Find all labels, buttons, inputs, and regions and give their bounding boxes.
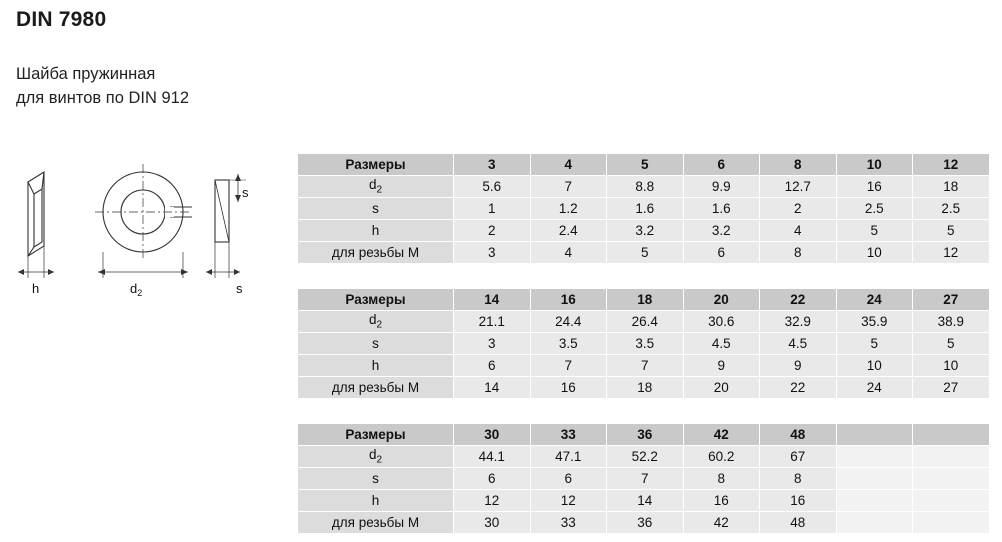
table-cell: 9 bbox=[760, 355, 837, 377]
table-cell: 8 bbox=[760, 468, 837, 490]
table-cell: 7 bbox=[530, 176, 607, 198]
table-cell: 52.2 bbox=[607, 446, 684, 468]
header-cell: 36 bbox=[607, 424, 684, 446]
header-cell: 3 bbox=[454, 154, 531, 176]
table-cell: 5 bbox=[836, 333, 913, 355]
table-row bbox=[298, 176, 990, 198]
table-cell: 24.4 bbox=[530, 311, 607, 333]
table-cell: 8.8 bbox=[607, 176, 684, 198]
table-row bbox=[298, 333, 990, 355]
table-cell: 3.2 bbox=[683, 220, 760, 242]
table-row bbox=[298, 446, 990, 468]
table-cell: 30.6 bbox=[683, 311, 760, 333]
row-label-thread: для резьбы M bbox=[298, 377, 454, 399]
table-cell: 3.5 bbox=[530, 333, 607, 355]
table-cell: 10 bbox=[836, 355, 913, 377]
table-cell: 16 bbox=[836, 176, 913, 198]
table-cell-empty bbox=[913, 490, 990, 512]
table-cell: 5 bbox=[913, 220, 990, 242]
dimensions-table-2 bbox=[297, 288, 990, 399]
table-cell: 10 bbox=[836, 242, 913, 264]
table-cell: 3.2 bbox=[607, 220, 684, 242]
table-cell: 4 bbox=[760, 220, 837, 242]
subtitle-line-1: Шайба пружинная bbox=[16, 65, 156, 83]
header-cell: 18 bbox=[607, 289, 684, 311]
table-cell: 1.6 bbox=[607, 198, 684, 220]
table-row bbox=[298, 355, 990, 377]
row-label-h: h bbox=[298, 355, 454, 377]
header-cell-label: Размеры bbox=[298, 289, 454, 311]
header-cell: 33 bbox=[530, 424, 607, 446]
table-cell: 4.5 bbox=[683, 333, 760, 355]
table-cell: 26.4 bbox=[607, 311, 684, 333]
header-cell: 48 bbox=[760, 424, 837, 446]
page-title: DIN 7980 bbox=[16, 8, 107, 31]
table-cell-empty bbox=[836, 468, 913, 490]
header-cell: 14 bbox=[454, 289, 531, 311]
table-cell: 6 bbox=[454, 355, 531, 377]
table-cell: 3 bbox=[454, 333, 531, 355]
dimensions-table-3 bbox=[297, 423, 990, 534]
header-cell: 42 bbox=[683, 424, 760, 446]
page-subtitle bbox=[16, 62, 189, 110]
table-header-row bbox=[298, 154, 990, 176]
washer-side-view-inner bbox=[34, 189, 42, 247]
table-cell: 12.7 bbox=[760, 176, 837, 198]
header-cell: 16 bbox=[530, 289, 607, 311]
table-cell: 5 bbox=[913, 333, 990, 355]
table-cell: 18 bbox=[913, 176, 990, 198]
table-row bbox=[298, 490, 990, 512]
table-cell: 8 bbox=[760, 242, 837, 264]
dimension-label-h: h bbox=[32, 281, 40, 296]
row-label-thread: для резьбы M bbox=[298, 512, 454, 534]
table-cell-empty bbox=[913, 446, 990, 468]
header-cell: 10 bbox=[836, 154, 913, 176]
header-cell-label: Размеры bbox=[298, 424, 454, 446]
row-label-s: s bbox=[298, 333, 454, 355]
header-cell: 22 bbox=[760, 289, 837, 311]
table-cell: 7 bbox=[530, 355, 607, 377]
header-cell-empty bbox=[836, 424, 913, 446]
table-cell: 16 bbox=[530, 377, 607, 399]
table-cell: 18 bbox=[607, 377, 684, 399]
table-cell: 5 bbox=[607, 242, 684, 264]
dimensions-table-1 bbox=[297, 153, 990, 264]
dimension-label-s-side: s bbox=[242, 185, 249, 200]
table-cell-empty bbox=[913, 512, 990, 534]
table-cell: 32.9 bbox=[760, 311, 837, 333]
table-cell: 3 bbox=[454, 242, 531, 264]
header-cell: 4 bbox=[530, 154, 607, 176]
table-cell: 12 bbox=[454, 490, 531, 512]
table-cell: 5 bbox=[836, 220, 913, 242]
table-cell: 9 bbox=[683, 355, 760, 377]
table-cell: 44.1 bbox=[454, 446, 531, 468]
table-cell: 16 bbox=[683, 490, 760, 512]
row-label-d2: $d_2$ bbox=[298, 446, 454, 468]
header-cell-label: Размеры bbox=[298, 154, 454, 176]
row-label-h: h bbox=[298, 490, 454, 512]
table-cell: 3.5 bbox=[607, 333, 684, 355]
table-cell: 30 bbox=[454, 512, 531, 534]
table-row bbox=[298, 377, 990, 399]
table-cell-empty bbox=[836, 446, 913, 468]
header-cell: 12 bbox=[913, 154, 990, 176]
table-cell: 10 bbox=[913, 355, 990, 377]
row-label-thread: для резьбы M bbox=[298, 242, 454, 264]
washer-technical-drawing bbox=[10, 150, 280, 320]
table-cell: 60.2 bbox=[683, 446, 760, 468]
header-cell-empty bbox=[913, 424, 990, 446]
table-cell: 6 bbox=[454, 468, 531, 490]
subtitle-line-2: для винтов по DIN 912 bbox=[16, 89, 189, 107]
table-cell: 5.6 bbox=[454, 176, 531, 198]
table-cell: 2.5 bbox=[836, 198, 913, 220]
table-cell: 12 bbox=[530, 490, 607, 512]
table-row bbox=[298, 468, 990, 490]
table-header-row bbox=[298, 424, 990, 446]
table-row bbox=[298, 242, 990, 264]
row-label-s: s bbox=[298, 468, 454, 490]
table-cell: 8 bbox=[683, 468, 760, 490]
table-cell: 7 bbox=[607, 468, 684, 490]
row-label-d2: $d_2$ bbox=[298, 311, 454, 333]
table-cell: 67 bbox=[760, 446, 837, 468]
header-cell: 24 bbox=[836, 289, 913, 311]
header-cell: 5 bbox=[607, 154, 684, 176]
table-cell: 20 bbox=[683, 377, 760, 399]
table-cell: 16 bbox=[760, 490, 837, 512]
table-cell: 14 bbox=[454, 377, 531, 399]
table-cell: 47.1 bbox=[530, 446, 607, 468]
dimension-label-d2: $d_2$ bbox=[130, 281, 143, 298]
table-cell: 1.2 bbox=[530, 198, 607, 220]
header-cell: 20 bbox=[683, 289, 760, 311]
table-cell: 4.5 bbox=[760, 333, 837, 355]
washer-drawing-svg bbox=[10, 150, 280, 320]
dimensions-table-3-wrapper bbox=[297, 423, 989, 534]
header-cell: 6 bbox=[683, 154, 760, 176]
row-label-s: s bbox=[298, 198, 454, 220]
table-cell: 9.9 bbox=[683, 176, 760, 198]
table-cell: 12 bbox=[913, 242, 990, 264]
header-cell: 27 bbox=[913, 289, 990, 311]
row-label-h: h bbox=[298, 220, 454, 242]
table-cell: 36 bbox=[607, 512, 684, 534]
table-row bbox=[298, 311, 990, 333]
table-row bbox=[298, 512, 990, 534]
table-cell: 7 bbox=[607, 355, 684, 377]
table-header-row bbox=[298, 289, 990, 311]
table-row bbox=[298, 198, 990, 220]
table-cell: 2.4 bbox=[530, 220, 607, 242]
table-cell: 2.5 bbox=[913, 198, 990, 220]
table-cell: 6 bbox=[683, 242, 760, 264]
table-cell: 14 bbox=[607, 490, 684, 512]
table-cell-empty bbox=[913, 468, 990, 490]
table-cell-empty bbox=[836, 512, 913, 534]
table-row bbox=[298, 220, 990, 242]
table-cell: 24 bbox=[836, 377, 913, 399]
dimensions-table-2-wrapper bbox=[297, 288, 989, 399]
table-cell: 4 bbox=[530, 242, 607, 264]
header-cell: 8 bbox=[760, 154, 837, 176]
table-cell: 35.9 bbox=[836, 311, 913, 333]
table-cell: 6 bbox=[530, 468, 607, 490]
table-cell: 21.1 bbox=[454, 311, 531, 333]
table-cell: 2 bbox=[760, 198, 837, 220]
table-cell: 38.9 bbox=[913, 311, 990, 333]
row-label-d2: $d_2$ bbox=[298, 176, 454, 198]
table-cell: 2 bbox=[454, 220, 531, 242]
table-cell-empty bbox=[836, 490, 913, 512]
dimension-label-s-bottom: s bbox=[236, 281, 243, 296]
header-cell: 30 bbox=[454, 424, 531, 446]
table-cell: 42 bbox=[683, 512, 760, 534]
table-cell: 33 bbox=[530, 512, 607, 534]
table-cell: 27 bbox=[913, 377, 990, 399]
table-cell: 22 bbox=[760, 377, 837, 399]
table-cell: 48 bbox=[760, 512, 837, 534]
table-cell: 1 bbox=[454, 198, 531, 220]
table-cell: 1.6 bbox=[683, 198, 760, 220]
dimensions-table-1-wrapper bbox=[297, 153, 989, 264]
